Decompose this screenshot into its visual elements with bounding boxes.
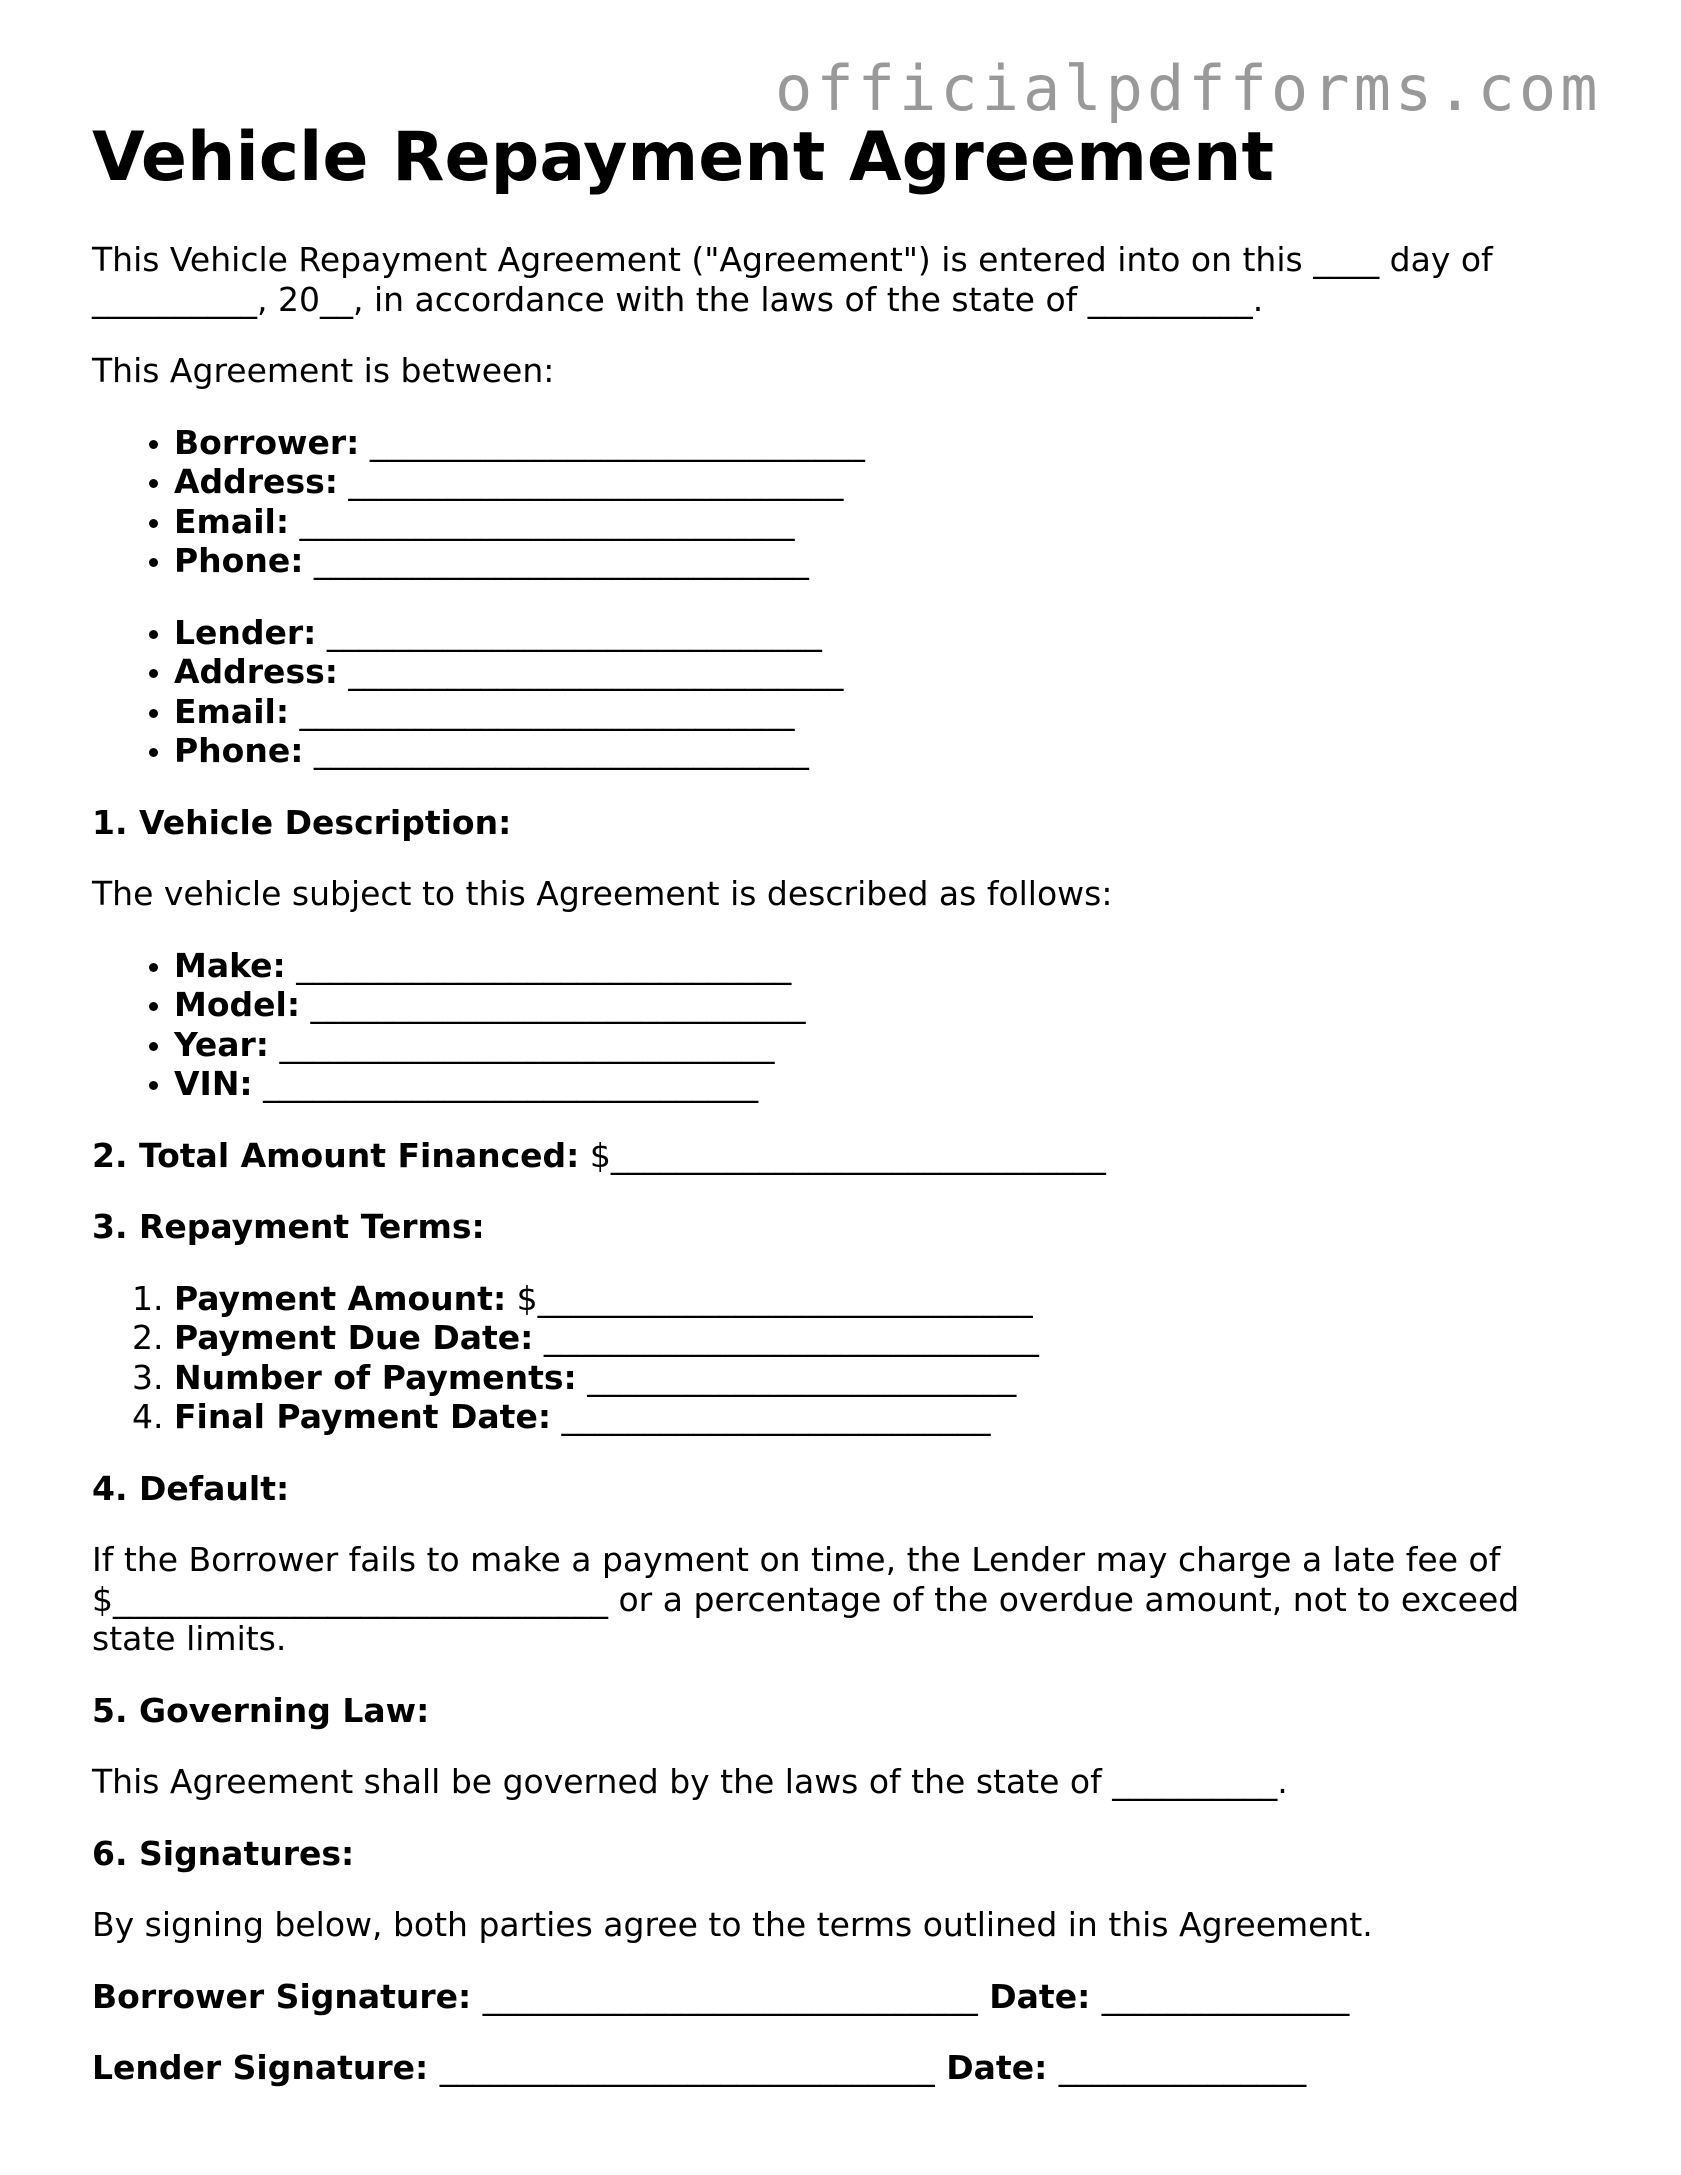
field-label: Email: [174,501,290,541]
field-blank[interactable]: ______________________________ [310,985,806,1024]
field-blank[interactable]: ______________________________ [296,945,792,985]
field-blank[interactable]: ______________________________ [299,691,795,731]
section-heading-total-amount: 2. Total Amount Financed: [92,1135,580,1175]
field-label: Final Payment Date: [174,1397,552,1436]
field-blank[interactable]: ______________________________ [313,731,809,770]
payment-due-date-field[interactable] [174,1318,1572,1358]
lender-address-field[interactable] [174,652,1572,692]
field-blank[interactable]: __________________________ [587,1357,1017,1397]
field-blank[interactable]: ______________________________ [348,652,844,691]
field-blank[interactable]: ______________________________ [369,422,865,462]
borrower-address-field[interactable] [174,462,1572,502]
default-text: If the Borrower fails to make a payment on time, the Lender may charge a late fee of $______________________________ or a percentage of the overdue amount, not to exceed state limits. [92,1540,1520,1658]
section-heading-repayment-terms: 3. Repayment Terms: [92,1207,485,1246]
field-label: Year: [174,1024,269,1064]
vehicle-model-field[interactable] [174,985,1572,1025]
lender-signature-field[interactable]: ______________________________ [439,2048,935,2087]
signatures-text: By signing below, both parties agree to the terms outlined in this Agreement. [92,1905,1373,1944]
lender-date-label: Date: [946,2048,1048,2087]
lender-signature-line [92,2048,1572,2088]
field-label: Lender: [174,612,317,652]
section-heading-vehicle-description: 1. Vehicle Description: [92,802,512,842]
borrower-email-field[interactable] [174,502,1572,542]
field-label: Address: [174,462,338,501]
field-blank[interactable]: ______________________________ [313,541,809,580]
borrower-date-label: Date: [989,1976,1091,2016]
field-blank[interactable]: ______________________________ [348,462,844,501]
section-heading-signatures: 6. Signatures: [92,1833,355,1873]
borrower-date-field[interactable]: _______________ [1101,1976,1350,2016]
field-label: Address: [174,652,338,691]
borrower-field-list [92,423,1572,581]
borrower-signature-field[interactable]: ______________________________ [482,1976,978,2016]
number-of-payments-field[interactable] [174,1358,1572,1398]
field-label: Phone: [174,541,304,580]
governing-law-text: This Agreement shall be governed by the laws of the state of __________. [92,1762,1288,1801]
lender-name-field[interactable] [174,613,1572,653]
section-heading-governing-law: 5. Governing Law: [92,1690,430,1730]
field-label: Payment Amount: [174,1278,507,1318]
field-blank[interactable]: $______________________________ [589,1135,1106,1175]
intro-paragraph: This Vehicle Repayment Agreement ("Agreement") is entered into on this ____ day of __________, 20__, in accordance with the laws of the state of __________. [92,240,1493,319]
field-label: Model: [174,985,301,1024]
vehicle-field-list [92,946,1572,1104]
borrower-signature-label: Borrower Signature: [92,1976,472,2016]
borrower-name-field[interactable] [174,423,1572,463]
vehicle-vin-field[interactable] [174,1064,1572,1104]
field-blank[interactable]: ______________________________ [279,1024,775,1064]
lender-date-field[interactable]: _______________ [1058,2048,1307,2087]
field-blank[interactable]: ______________________________ [326,612,822,652]
field-blank[interactable]: $______________________________ [516,1278,1033,1318]
final-payment-date-field[interactable] [174,1397,1572,1437]
payment-amount-field[interactable] [174,1279,1572,1319]
field-label: Phone: [174,731,304,770]
repayment-terms-list [92,1279,1572,1437]
field-label: Make: [174,945,286,985]
vehicle-year-field[interactable] [174,1025,1572,1065]
lender-email-field[interactable] [174,692,1572,732]
lender-signature-label: Lender Signature: [92,2048,429,2087]
parties-intro: This Agreement is between: [92,351,555,390]
document-body [92,240,1572,2120]
field-label: Payment Due Date: [174,1318,534,1357]
field-blank[interactable]: __________________________ [561,1397,991,1436]
vehicle-make-field[interactable] [174,946,1572,986]
lender-phone-field[interactable] [174,731,1572,771]
lender-field-list [92,613,1572,771]
field-blank[interactable]: ______________________________ [299,501,795,541]
total-amount-financed[interactable] [92,1136,1572,1176]
field-label: Email: [174,691,290,731]
section-heading-default: 4. Default: [92,1468,290,1508]
borrower-phone-field[interactable] [174,541,1572,581]
watermark: officialpdfforms.com [775,52,1602,125]
page-title: Vehicle Repayment Agreement [92,118,1274,197]
borrower-signature-line [92,1977,1572,2017]
field-label: VIN: [174,1064,253,1103]
field-blank[interactable]: ______________________________ [263,1064,759,1103]
field-label: Number of Payments: [174,1357,577,1397]
field-label: Borrower: [174,422,360,462]
vehicle-description-text: The vehicle subject to this Agreement is described as follows: [92,874,1113,913]
field-blank[interactable]: ______________________________ [543,1318,1039,1357]
